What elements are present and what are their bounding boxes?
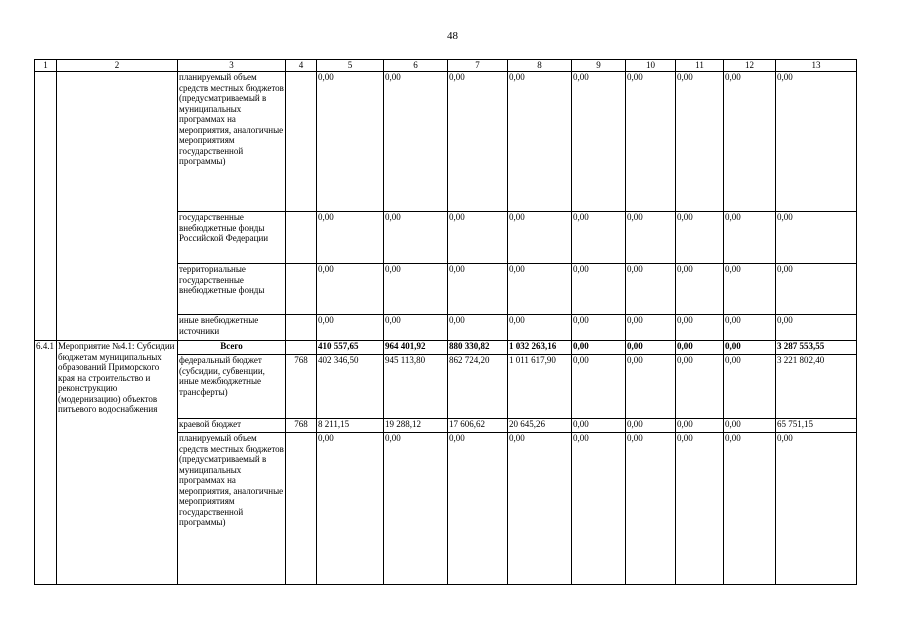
- value-cell: 0,00: [508, 315, 572, 341]
- value-cell: 0,00: [572, 212, 626, 264]
- value-cell: 3 221 802,40: [776, 355, 857, 419]
- column-header: 3: [178, 60, 286, 72]
- value-cell: 0,00: [572, 355, 626, 419]
- funding-source: краевой бюджет: [178, 419, 286, 433]
- value-cell: 0,00: [384, 72, 448, 212]
- value-cell: 8 211,15: [317, 419, 384, 433]
- column-header: 5: [317, 60, 384, 72]
- cell-continued-number: [35, 72, 57, 341]
- column-header: 11: [676, 60, 724, 72]
- value-cell: 0,00: [676, 419, 724, 433]
- page-number: 48: [447, 30, 458, 42]
- column-header: 8: [508, 60, 572, 72]
- budget-code: [286, 212, 317, 264]
- budget-code: [286, 315, 317, 341]
- cell-continued-title: [57, 72, 178, 341]
- measure-number: 6.4.1: [35, 341, 57, 585]
- column-header: 2: [57, 60, 178, 72]
- value-cell: 0,00: [508, 72, 572, 212]
- column-header: 10: [626, 60, 676, 72]
- value-cell: 0,00: [776, 315, 857, 341]
- value-cell: 0,00: [626, 264, 676, 315]
- budget-code: 768: [286, 419, 317, 433]
- value-cell: 0,00: [724, 264, 776, 315]
- value-cell: 0,00: [676, 264, 724, 315]
- budget-code: [286, 72, 317, 212]
- value-cell: 0,00: [724, 72, 776, 212]
- value-cell: 65 751,15: [776, 419, 857, 433]
- value-cell: 0,00: [384, 212, 448, 264]
- value-cell: 0,00: [508, 433, 572, 585]
- budget-code: [286, 264, 317, 315]
- budget-code: [286, 433, 317, 585]
- value-cell: 0,00: [572, 419, 626, 433]
- budget-code: [286, 341, 317, 355]
- value-cell: 964 401,92: [384, 341, 448, 355]
- value-cell: 19 288,12: [384, 419, 448, 433]
- column-header: 4: [286, 60, 317, 72]
- value-cell: 3 287 553,55: [776, 341, 857, 355]
- value-cell: 410 557,65: [317, 341, 384, 355]
- value-cell: 0,00: [626, 315, 676, 341]
- value-cell: 880 330,82: [448, 341, 508, 355]
- value-cell: 0,00: [676, 212, 724, 264]
- value-cell: 0,00: [572, 341, 626, 355]
- value-cell: 0,00: [448, 72, 508, 212]
- funding-source: государственные внебюджетные фонды Российской Федерации: [178, 212, 286, 264]
- value-cell: 17 606,62: [448, 419, 508, 433]
- table-row-total: [35, 341, 857, 355]
- value-cell: 0,00: [724, 315, 776, 341]
- funding-source: федеральный бюджет (субсидии, субвенции, иные межбюджетные трансферты): [178, 355, 286, 419]
- measure-title: Мероприятие №4.1: Субсидии бюджетам муниципальных образований Приморского края на строительство и реконструкцию (модернизацию) объектов питьевого водоснабжения: [57, 341, 178, 585]
- budget-table: [34, 59, 857, 585]
- value-cell: 0,00: [724, 341, 776, 355]
- value-cell: 0,00: [626, 419, 676, 433]
- value-cell: 0,00: [448, 212, 508, 264]
- value-cell: 0,00: [448, 433, 508, 585]
- value-cell: 0,00: [317, 315, 384, 341]
- value-cell: 0,00: [626, 433, 676, 585]
- value-cell: 0,00: [317, 212, 384, 264]
- funding-source-total: Всего: [178, 341, 286, 355]
- value-cell: 0,00: [317, 72, 384, 212]
- value-cell: 0,00: [626, 341, 676, 355]
- value-cell: 1 032 263,16: [508, 341, 572, 355]
- value-cell: 0,00: [448, 264, 508, 315]
- value-cell: 0,00: [724, 212, 776, 264]
- column-header: 6: [384, 60, 448, 72]
- table-row: [35, 72, 857, 212]
- value-cell: 0,00: [384, 315, 448, 341]
- funding-source: иные внебюджетные источники: [178, 315, 286, 341]
- value-cell: 0,00: [448, 315, 508, 341]
- value-cell: 0,00: [317, 264, 384, 315]
- value-cell: 0,00: [724, 419, 776, 433]
- value-cell: 862 724,20: [448, 355, 508, 419]
- funding-source: территориальные государственные внебюджетные фонды: [178, 264, 286, 315]
- value-cell: 0,00: [776, 264, 857, 315]
- value-cell: 0,00: [776, 212, 857, 264]
- value-cell: 0,00: [724, 433, 776, 585]
- value-cell: 0,00: [384, 264, 448, 315]
- column-header: 1: [35, 60, 57, 72]
- value-cell: 0,00: [676, 433, 724, 585]
- value-cell: 0,00: [572, 433, 626, 585]
- value-cell: 0,00: [572, 264, 626, 315]
- column-header: 12: [724, 60, 776, 72]
- budget-code: 768: [286, 355, 317, 419]
- value-cell: 0,00: [676, 341, 724, 355]
- value-cell: 0,00: [572, 315, 626, 341]
- column-header: 9: [572, 60, 626, 72]
- value-cell: 945 113,80: [384, 355, 448, 419]
- value-cell: 0,00: [508, 212, 572, 264]
- value-cell: 0,00: [384, 433, 448, 585]
- value-cell: 0,00: [676, 72, 724, 212]
- value-cell: 402 346,50: [317, 355, 384, 419]
- funding-source: планируемый объем средств местных бюджетов (предусматриваемый в муниципальных программах на мероприятия, аналогичные мероприятиям государственной программы): [178, 72, 286, 212]
- value-cell: 0,00: [626, 212, 676, 264]
- value-cell: 0,00: [572, 72, 626, 212]
- column-header: 7: [448, 60, 508, 72]
- value-cell: 0,00: [776, 433, 857, 585]
- value-cell: 0,00: [508, 264, 572, 315]
- value-cell: 0,00: [676, 355, 724, 419]
- column-number-row: [35, 60, 857, 72]
- value-cell: 0,00: [776, 72, 857, 212]
- column-header: 13: [776, 60, 857, 72]
- funding-source: планируемый объем средств местных бюджетов (предусматриваемый в муниципальных программах на мероприятия, аналогичные мероприятиям государственной программы): [178, 433, 286, 585]
- value-cell: 0,00: [626, 72, 676, 212]
- value-cell: 0,00: [724, 355, 776, 419]
- value-cell: 1 011 617,90: [508, 355, 572, 419]
- value-cell: 20 645,26: [508, 419, 572, 433]
- value-cell: 0,00: [317, 433, 384, 585]
- value-cell: 0,00: [676, 315, 724, 341]
- value-cell: 0,00: [626, 355, 676, 419]
